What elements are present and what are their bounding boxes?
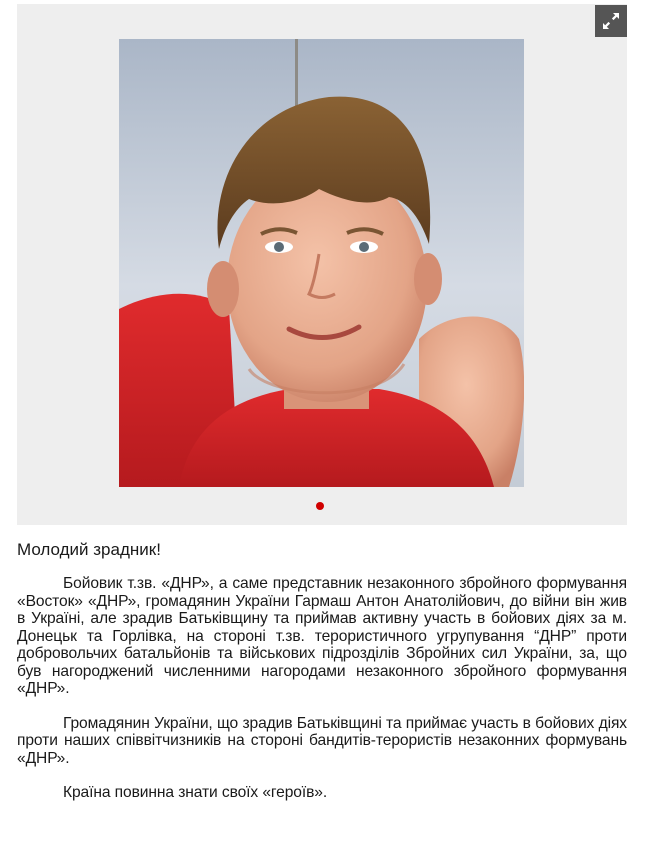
article-paragraph: Країна повинна знати своїх «героїв». [63, 784, 328, 801]
gallery-pager-dot[interactable] [316, 502, 324, 510]
article-paragraph: Громадянин України, що зрадив Батьківщині та приймає участь в бойових діях проти наших співвітчизників на стороні бандитів-терористів незаконних формувань «ДНР». [17, 714, 627, 767]
expand-button[interactable] [595, 5, 627, 37]
article-body [17, 540, 627, 819]
gallery-photo[interactable] [119, 39, 524, 487]
article-paragraph: Бойовик т.зв. «ДНР», а саме представник незаконного збройного формування «Восток» «ДНР», громадянин України Гармаш Антон Анатолійович, до війни він жив в Україні, але зрадив Батьківщину та приймав активну участь в бойових діях за м. Донецьк та Горлівка, на стороні т.зв. терористичного угрупування “ДНР” проти добровольчих батальйонів та військових підрозділів Збройних сил України, за, що був нагороджений численними нагородами незаконного збройного формування «ДНР». [17, 575, 627, 697]
expand-arrows-icon [595, 5, 627, 37]
photo-gallery [17, 4, 627, 525]
article-caption: Молодий зрадник! [17, 540, 161, 559]
